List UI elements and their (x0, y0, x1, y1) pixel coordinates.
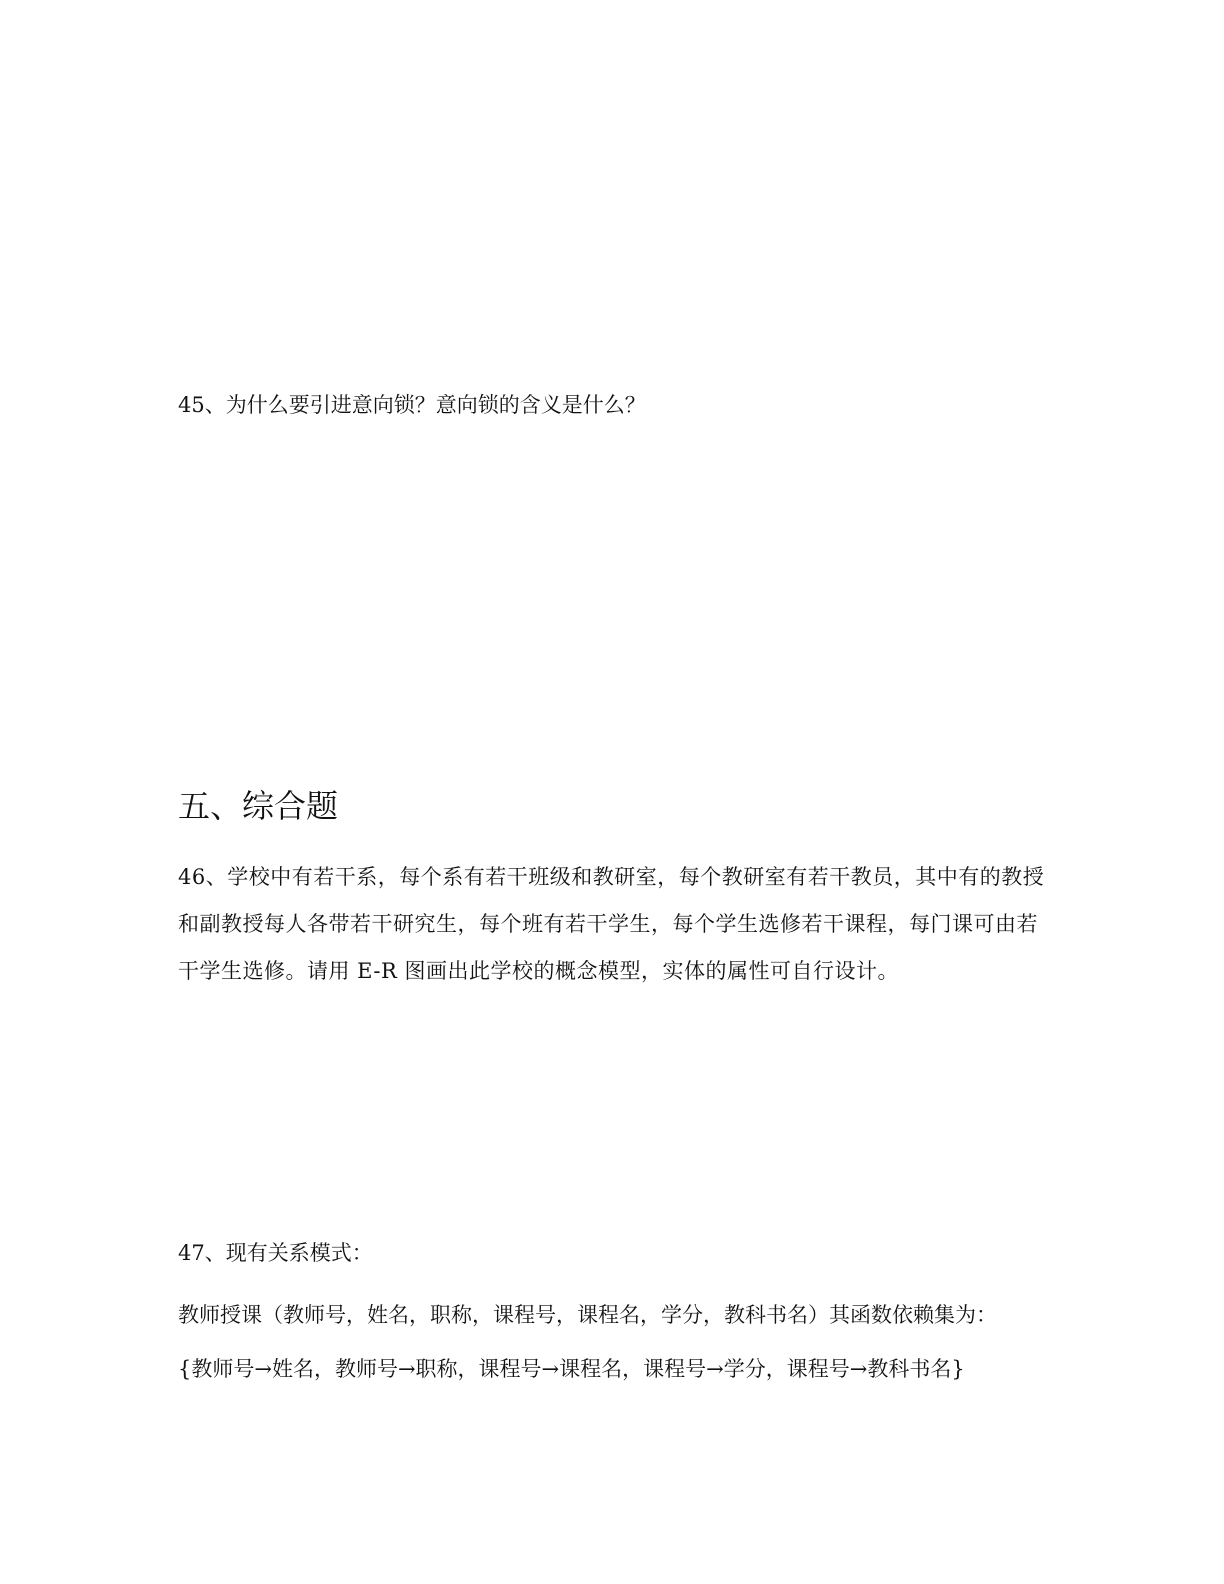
question-47-dependencies: {教师号→姓名，教师号→职称，课程号→课程名，课程号→学分，课程号→教科书名} (178, 1357, 965, 1381)
question-45: 45、为什么要引进意向锁？意向锁的含义是什么？ (178, 393, 646, 417)
question-47-relation: 教师授课（教师号，姓名，职称，课程号，课程名，学分，教科书名）其函数依赖集为： (178, 1303, 997, 1327)
question-47-title: 47、现有关系模式： (178, 1241, 373, 1265)
section-heading: 五、综合题 (178, 787, 339, 825)
question-46: 46、学校中有若干系，每个系有若干班级和教研室，每个教研室有若干教员，其中有的教授和副教授每人各带若干研究生，每个班有若干学生，每个学生选修若干课程，每门课可由若干学生选修。请用 E-R 图画出此学校的概念模型，实体的属性可自行设计。 (178, 865, 1045, 983)
